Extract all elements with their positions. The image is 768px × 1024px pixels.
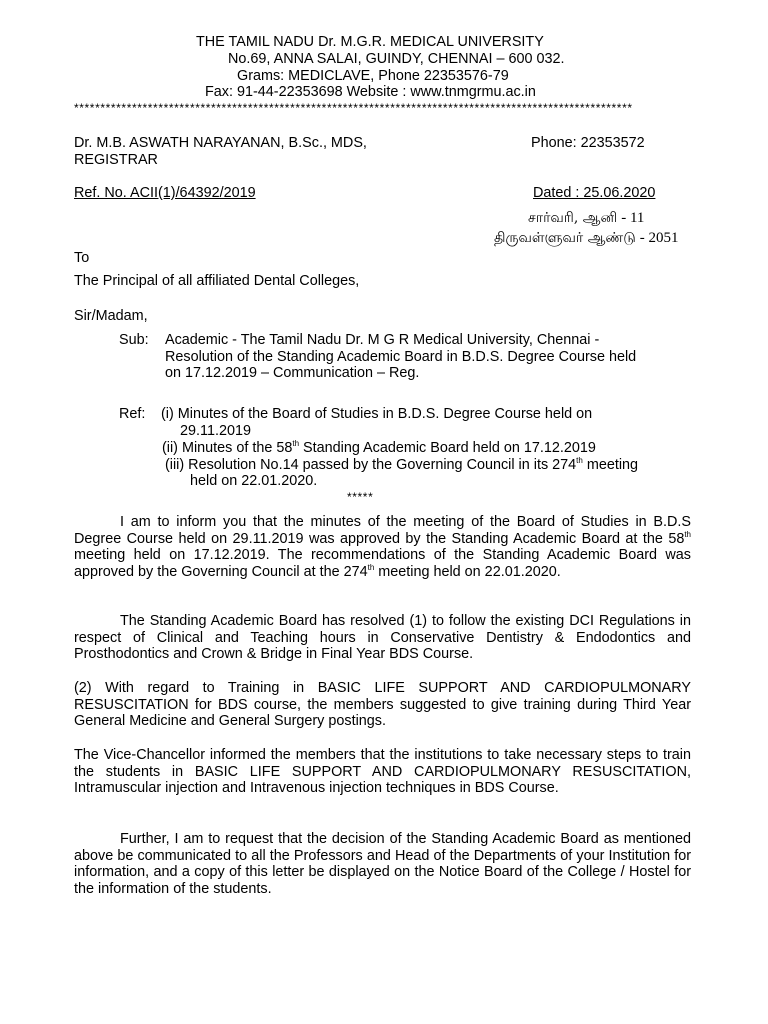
sender-phone: Phone: 22353572 <box>531 135 645 151</box>
tamil-era: திருவள்ளுவர் ஆண்டு <box>494 230 636 246</box>
p1-part-a: I am to inform you that the minutes of the meeting of the Board of Studies in B.D.S Degree Course held on 29.11.2019 was approved by the Standing Academic Board at the 58 <box>74 514 691 547</box>
salutation: Sir/Madam, <box>74 308 148 324</box>
ref-item-1: (i) Minutes of the Board of Studies in B.D.S. Degree Course held on <box>161 406 593 422</box>
p1-part-b: meeting held on 17.12.2019. The recommendations of the Standing Academic Board was approved by the Governing Council at the 274 <box>74 547 691 580</box>
ref-item-3-sup: th <box>576 456 583 466</box>
ref-item-3 <box>165 457 638 474</box>
recipient: The Principal of all affiliated Dental Colleges, <box>74 273 360 289</box>
grams-phone: Grams: MEDICLAVE, Phone 22353576-79 <box>237 68 509 84</box>
ref-item-2-pre: (ii) Minutes of the 58 <box>162 440 293 456</box>
tamil-date-line-2 <box>494 230 678 247</box>
subject-line-3: on 17.12.2019 – Communication – Reg. <box>165 365 420 381</box>
body-paragraph-3: (2) With regard to Training in BASIC LIFE SUPPORT AND CARDIOPULMONARY RESUSCITATION for BDS course, the members suggested to give training during Third Year General Medicine and General Surgery postings. <box>74 680 691 729</box>
ref-item-3-cont: held on 22.01.2020. <box>190 473 318 489</box>
header-divider: ********************************************************************************************************** <box>74 101 633 115</box>
body-paragraph-1 <box>74 514 691 580</box>
p1-sup-1: th <box>684 529 691 539</box>
subject-label: Sub: <box>119 332 149 348</box>
body-paragraph-5: Further, I am to request that the decision of the Standing Academic Board as mentioned above be communicated to all the Professors and Head of the Departments of your Institution for information, and a copy of this letter be displayed on the Notice Board of the College / Hostel for the information of the students. <box>74 831 691 897</box>
ref-item-2-sup: th <box>292 439 300 449</box>
tamil-month: சார்வரி, ஆனி <box>528 210 618 226</box>
subject-line-1: Academic - The Tamil Nadu Dr. M G R Medical University, Chennai - <box>165 332 600 348</box>
ref-item-3-pre: (iii) Resolution No.14 passed by the Governing Council in its 274 <box>165 457 577 473</box>
p1-sup-2: th <box>367 562 375 572</box>
ref-label: Ref: <box>119 406 146 422</box>
to-label: To <box>74 250 90 266</box>
ref-item-2-post: Standing Academic Board held on 17.12.2019 <box>299 440 596 456</box>
ref-item-2 <box>162 440 596 457</box>
tamil-day: - 11 <box>621 210 645 226</box>
reference-number: Ref. No. ACII(1)/64392/2019 <box>74 185 256 201</box>
university-name: THE TAMIL NADU Dr. M.G.R. MEDICAL UNIVERSITY <box>196 34 544 50</box>
tamil-date-line-1 <box>528 210 644 227</box>
sender-title: REGISTRAR <box>74 152 158 168</box>
ref-item-3-post: meeting <box>582 457 639 473</box>
p1-part-c: meeting held on 22.01.2020. <box>374 563 561 580</box>
letter-date: Dated : 25.06.2020 <box>533 185 656 201</box>
subject-line-2: Resolution of the Standing Academic Board in B.D.S. Degree Course held <box>165 349 637 365</box>
fax-website: Fax: 91-44-22353698 Website : www.tnmgrmu.ac.in <box>205 84 536 100</box>
ref-separator: ***** <box>347 490 374 504</box>
body-paragraph-4: The Vice-Chancellor informed the members that the institutions to take necessary steps to train the students in BASIC LIFE SUPPORT AND CARDIOPULMONARY RESUSCITATION, Intramuscular injection and Intravenous injection techniques in BDS Course. <box>74 747 691 796</box>
university-address: No.69, ANNA SALAI, GUINDY, CHENNAI – 600 032. <box>228 51 565 67</box>
ref-item-1-cont: 29.11.2019 <box>180 423 251 439</box>
body-paragraph-2: The Standing Academic Board has resolved (1) to follow the existing DCI Regulations in respect of Clinical and Teaching hours in Conservative Dentistry & Endodontics and Prosthodontics and Crown & Bridge in Final Year BDS Course. <box>74 613 691 662</box>
tamil-year: - 2051 <box>639 230 679 246</box>
sender-name: Dr. M.B. ASWATH NARAYANAN, B.Sc., MDS, <box>74 135 367 151</box>
